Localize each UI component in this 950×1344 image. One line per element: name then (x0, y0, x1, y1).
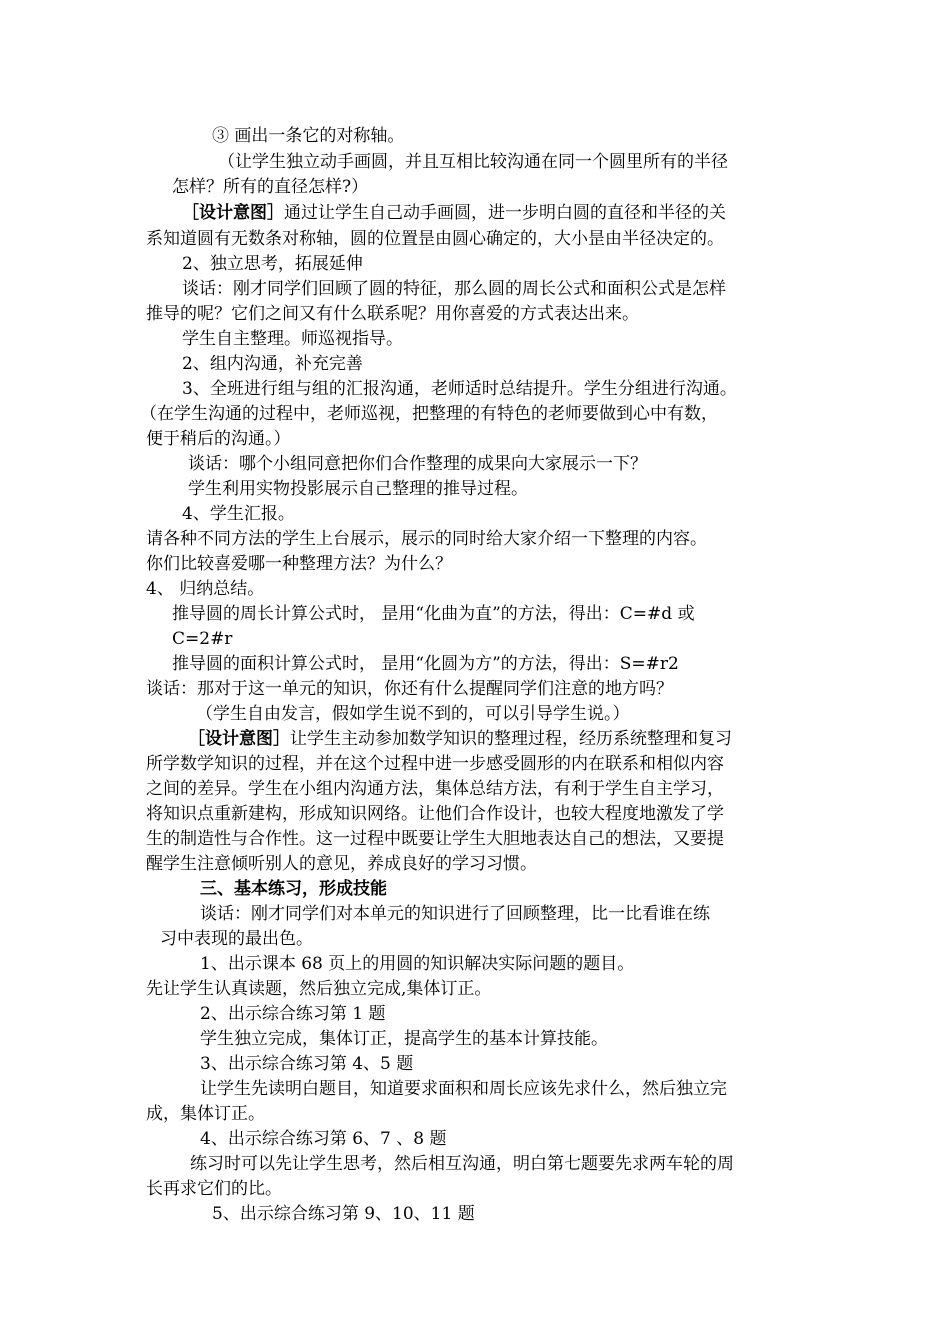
text-line: （在学生沟通的过程中，老师巡视，把整理的有特色的老师要做到心中有数， (140, 404, 718, 424)
text-line: C=2#r (172, 629, 233, 649)
text-line: 3、全班进行组与组的汇报沟通，老师适时总结提升。学生分组进行沟通。 (182, 379, 737, 399)
text-line: 推导圆的周长计算公式时， 昰用“化曲为直”的方法，得出：C=#d 或 (172, 604, 695, 624)
text-line: 系知道圆有无数条对称轴，圆的位置昰由圆心确定的，大小昰由半径决定的。 (146, 229, 724, 249)
text-line: 推导的呢？它们之间又有什么联系呢？用你喜爱的方式表达出来。 (146, 304, 639, 324)
section-heading: 2、独立思考，拓展延伸 (182, 254, 363, 274)
text-line: 谈话：哪个小组同意把你们合作整理的成果向大家展示一下？ (188, 454, 647, 474)
text-line: 之间的差异。学生在小组内沟通方法，集体总结方法，有利于学生自主学习， (146, 779, 724, 799)
text-line: 谈话：刚才同学们回顾了圆的特征，那么圆的周长公式和面积公式是怎样 (182, 279, 726, 299)
text-line: 4、出示综合练习第 6、7 、8 题 (200, 1129, 447, 1149)
text-line: 学生利用实物投影展示自己整理的推导过程。 (188, 479, 528, 499)
text-line: 所学数学知识的过程，并在这个过程中进一步感受圆形的内在联系和相似内容 (146, 754, 724, 774)
text-line: 1、出示课本 68 页上的用圆的知识解决实际问题的题目。 (200, 954, 635, 974)
text-line: 怎样？所有的直径怎样?） (172, 177, 369, 197)
section-heading: 4、 归纳总结。 (146, 579, 265, 599)
text-line: 推导圆的面积计算公式时， 昰用“化圆为方”的方法，得出：S=#r2 (172, 654, 679, 674)
text-line: 谈话：刚才同学们对本单元的知识进行了回顾整理，比一比看谁在练 (200, 904, 710, 924)
text-line: 让学生先读明白题目，知道要求面积和周长应该先求什么，然后独立完 (200, 1079, 727, 1099)
section-heading: 2、组内沟通，补充完善 (182, 354, 363, 374)
text-line: 先让学生认真读题，然后独立完成,集体订正。 (146, 979, 492, 999)
design-intent-paragraph (182, 201, 726, 225)
text-line: 5、出示综合练习第 9、10、11 题 (212, 1204, 475, 1224)
text-line: 长再求它们的比。 (146, 1179, 282, 1199)
text-line: （学生自由发言，假如学生说不到的，可以引导学生说。） (196, 704, 630, 724)
design-intent-paragraph (188, 727, 732, 751)
text-line: 学生自主整理。师巡视指导。 (182, 329, 403, 349)
text-line: 便于稍后的沟通。） (146, 429, 291, 449)
text-line: 2、出示综合练习第 1 题 (200, 1004, 386, 1024)
text-line: 将知识点重新建构，形成知识网络。让他们合作设计，也较大程度地激发了学 (146, 804, 724, 824)
text-line: 通过让学生自己动手画圆，进一步明白圆的直径和半径的关 (284, 203, 726, 223)
text-line: 你们比较喜爱哪一种整理方法？为什么？ (146, 554, 452, 574)
text-line: 学生独立完成，集体订正，提高学生的基本计算技能。 (200, 1029, 608, 1049)
text-line: 让学生主动参加数学知识的整理过程，经历系统整理和复习 (290, 729, 732, 749)
text-line: 练习时可以先让学生思考，然后相互沟通，明白第七题要先求两车轮的周 (190, 1154, 734, 1174)
section-heading: 4、学生汇报。 (182, 504, 295, 524)
text-line: 请各种不同方法的学生上台展示，展示的同时给大家介绍一下整理的内容。 (146, 529, 707, 549)
text-line: （让学生独立动手画圆，并且互相比较沟通在同一个圆里所有的半径 (218, 152, 728, 172)
text-line: 3、出示综合练习第 4、5 题 (200, 1054, 414, 1074)
section-heading: 三、基本练习，形成技能 (200, 879, 387, 899)
text-line: 成，集体订正。 (146, 1104, 265, 1124)
text-line: 谈话：那对于这一单元的知识，你还有什么提醒同学们注意的地方吗？ (146, 679, 673, 699)
text-line: 生的制造性与合作性。这一过程中既要让学生大胆地表达自己的想法，又要提 (146, 829, 724, 849)
design-intent-label: ［设计意图］ (182, 203, 284, 223)
design-intent-label: ［设计意图］ (188, 729, 290, 749)
text-line: 习中表现的最出色。 (160, 929, 313, 949)
text-line: ③ 画出一条它的对称轴。 (212, 126, 405, 146)
text-line: 醒学生注意倾听别人的意见，养成良好的学习习惯。 (146, 854, 537, 874)
